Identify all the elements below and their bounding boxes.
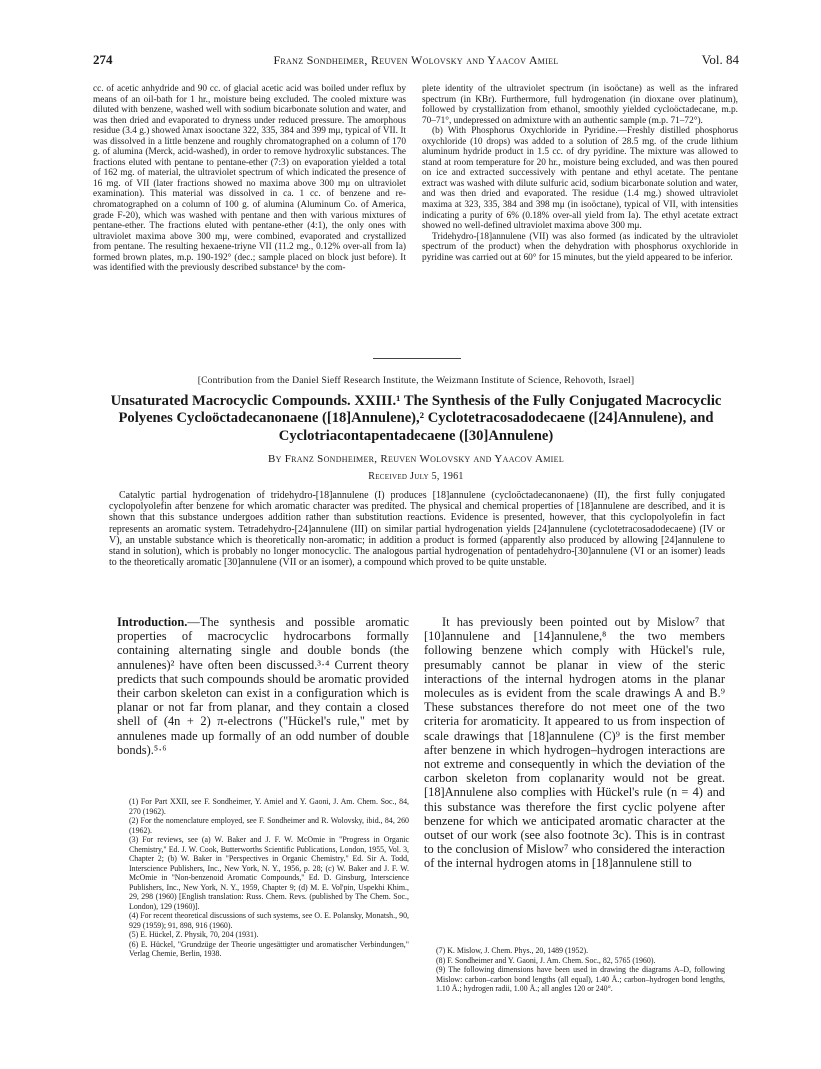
footnote: (1) For Part XXII, see F. Sondheimer, Y. Amiel and Y. Gaoni, J. Am. Chem. Soc., 84, 270 (1962). (129, 797, 409, 816)
introduction-left-column (117, 615, 409, 757)
footnote: (9) The following dimensions have been used in drawing the diagrams A–D, following Mislow: carbon–carbon bond lengths (all equal), 1.40 Å.; carbon–hydrogen bond lengths, 1.10 Å.; hydrogen radii, 1.00 Å.; all angles 120 or 240°. (436, 965, 725, 993)
footnote: (7) K. Mislow, J. Chem. Phys., 20, 1489 (1952). (436, 946, 589, 955)
section-divider (373, 358, 461, 359)
footnote: (2) For the nomenclature employed, see F. Sondheimer and R. Wolovsky, ibid., 84, 260 (1962). (129, 816, 409, 835)
running-authors: Franz Sondheimer, Reuven Wolovsky and Yaacov Amiel (273, 53, 559, 67)
footnote: (6) E. Hückel, "Grundzüge der Theorie ungesättigter und aromatischer Verbindungen," Verlag Chemie, Berlin, 1938. (129, 939, 409, 958)
running-header (93, 52, 739, 70)
footnotes-right (424, 946, 725, 994)
article-title: Unsaturated Macrocyclic Compounds. XXIII.¹ The Synthesis of the Fully Conjugated Macrocyclic Polyenes Cycloöctadecanonaene ([18]Annulene),² Cyclotetracosadodecaene ([24]Annulene), and Cyclotriacontapentadecaene ([30]Annulene) (110, 393, 722, 444)
received-date: Received July 5, 1961 (368, 471, 464, 482)
byline: By Franz Sondheimer, Reuven Wolovsky and Yaacov Amiel (267, 453, 565, 465)
abstract: Catalytic partial hydrogenation of tridehydro-[18]annulene (I) produces [18]annulene (cycloöctadecanonaene) (II), the first fully conjugated cyclopolyolefin after benzene for which aromatic character was predited. The physical and chemical properties of [18]annulene are described, and it is shown that this substance undergoes addition rather than substitution reactions. Evidence is presented, however, that this cyclopolyolefin in fact represents an aromatic system. Tetradehydro-[24]annulene (III) on similar partial hydrogenation yields [24]annulene (cyclotetracosadodecaene) (IV or V), an unstable substance which is theoretically non-aromatic; in addition a product is formed (apparently also produced by allowing [24]annulene to stand in solution), which is probably no longer monocyclic. The analogous partial hydrogenation of pentadehydro-[30]annulene (VI or an isomer) leads to the theoretically aromatic [30]annulene (VII or an isomer), a compound which proved to be quite unstable. (109, 490, 725, 569)
paragraph: cc. of acetic anhydride and 90 cc. of glacial acetic acid was boiled under reflux by means of an oil-bath for 1 hr., moisture being excluded. The cooled mixture was diluted with benzene, washed well with sodium bicarbonate solution and water, and was then dried and evaporated to dryness under reduced pressure. The amorphous residue (3.4 g.) showed λmax isooctane 322, 335, 384 and 399 mμ, typical of VII. It was dissolved in a little benzene and roughly chromatographed on a column of 170 g. of alumina (Merck, acid-washed), in order to remove hydroxylic substances. The fractions eluted with pentane to pentane-ether (7:3) on evaporation yielded a total of 162 mg. of material, the ultraviolet spectrum of which indicated the presence of 16 mg. of VII (later fractions showed no maxima above 300 mμ on ultraviolet examination). This material was dissolved in ca. 1 cc. of benzene and re-chromatographed on a column of 100 g. of alumina (Aluminum Co. of America, grade F-20), which was washed with pentane and then with various mixtures of pentane-ether. The fractions eluted with pentane-ether (4:1), the only ones with ultraviolet maxima above 300 mμ, were combined, evaporated and crystallized from pentane. The resulting hexaene-triyne VII (11.2 mg., 0.12% over-all from Ia) formed brown plates, m.p. 190-192° (dec.; sample placed on block just before). It was identified with the previously described substance¹ by the com- (93, 84, 406, 274)
introduction-heading: Introduction. (117, 615, 188, 629)
page-number: 274 (93, 52, 113, 67)
footnote: (8) F. Sondheimer and Y. Gaoni, J. Am. Chem. Soc., 82, 5765 (1960). (436, 955, 656, 965)
experimental-text-right (422, 84, 738, 263)
paragraph: Tridehydro-[18]annulene (VII) was also formed (as indicated by the ultraviolet spectrum of the product) when the dehydration with phosphorus oxychloride in pyridine was carried out at 60° for 15 minutes, but the yield appeared to be inferior. (422, 231, 738, 263)
experimental-text-left (93, 84, 406, 274)
footnotes-left (117, 797, 409, 959)
footnote: (4) For recent theoretical discussions of such systems, see O. E. Polansky, Monatsh., 90, 929 (1959); 91, 898, 916 (1960). (129, 911, 409, 930)
introduction-right-column: It has previously been pointed out by Mislow⁷ that [10]annulene and [14]annulene,⁸ the two members following benzene which comply with Hückel's rule, presumably cannot be planar in view of the steric interactions of the internal hydrogen atoms in the planar molecules as is evident from the scale drawings A and B.⁹ These substances therefore do not meet one of the two criteria for aromaticity. It appeared to us from inspection of scale drawings that [18]annulene (C)⁹ is the first member after benzene in which hydrogen–hydrogen interactions are not extreme and consequently in which the deviation of the carbon skeleton from coplanarity would not be great. [18]Annulene also complies with Hückel's rule (n = 4) and this substance was therefore the first cyclic polyene after benzene for which we anticipated aromatic character at the outset of our work (see also footnote 3c). This is in contrast to the conclusion of Mislow⁷ who considered the interaction of the internal hydrogen atoms in [18]annulene still to (424, 615, 725, 871)
contribution-line: [Contribution from the Daniel Sieff Research Institute, the Weizmann Institute of Science, Rehovoth, Israel] (197, 375, 635, 386)
footnote: (3) For reviews, see (a) W. Baker and J. F. W. McOmie in "Progress in Organic Chemistry," Ed. J. W. Cook, Butterworths Scientific Publications, London, 1955, Vol. 3, Chapter 2; (b) W. Baker in "Perspectives in Organic Chemistry," Ed. Sir A. Todd, Interscience Publishers, Inc., New York, N. Y., 1956, p. 28; (c) W. Baker and J. F. W. McOmie in "Non-benzenoid Aromatic Compounds," Ed. D. Ginsburg, Interscience Publishers, Inc., New York, N. Y., 1959, Chapter 9; (d) M. E. Vol'pin, Uspekhi Khim., 29, 298 (1960) [English translation: Russ. Chem. Revs. (published by The Chem. Soc., London), 129 (1960)]. (129, 835, 409, 911)
paragraph: plete identity of the ultraviolet spectrum (in isoöctane) as well as the infrared spectrum (in KBr). Furthermore, full hydrogenation (in dioxane over platinum), followed by crystallization from ethanol, smoothly yielded cycloöctadecane, m.p. 70–71°, undepressed on admixture with an authentic sample (m.p. 71–72°). (422, 84, 738, 126)
footnote: (5) E. Hückel, Z. Physik, 70, 204 (1931). (129, 930, 259, 939)
volume-label: Vol. 84 (701, 52, 739, 67)
introduction-text: —The synthesis and possible aromatic properties of macrocyclic hydrocarbons formally containing alternating single and double bonds (the annulenes)² have often been discussed.³·⁴ Current theory predicts that such compounds should be aromatic provided their carbon skeleton can exist in a configuration which is planar or not far from planar, and they contain a closed shell of (4n + 2) π-electrons ("Hückel's rule," met by annulenes made up formally of an odd number of double bonds).⁵·⁶ (117, 615, 409, 757)
paragraph: (b) With Phosphorus Oxychloride in Pyridine.—Freshly distilled phosphorus oxychloride (10 drops) was added to a solution of 28.5 mg. of the crude lithium aluminum hydride product in 1.5 cc. of dry pyridine. The mixture was allowed to stand at room temperature for 20 hr., moisture being excluded, and was then poured on ice and extracted successively with pentane and ethyl acetate. The pentane extract was washed with dilute sulfuric acid, sodium bicarbonate solution and water, and was then dried and evaporated. The residue (1.4 mg.) showed ultraviolet maxima at 323, 335, 384 and 398 mμ (in isoöctane), typical of VII, with intensities indicating a purity of 6% (0.18% over-all yield from Ia). The ethyl acetate extract showed no well-defined ultraviolet maxima above 300 mμ. (422, 126, 738, 232)
